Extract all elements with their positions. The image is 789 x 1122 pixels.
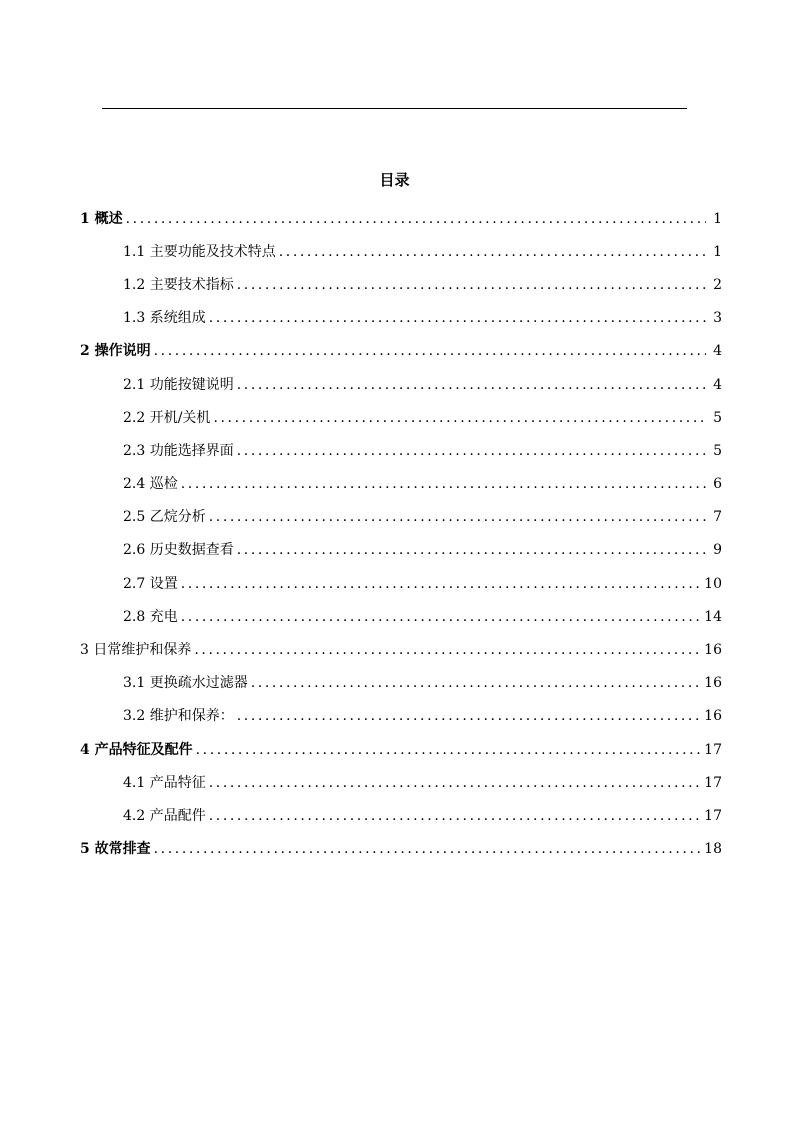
toc-entry-label: 3.1 更换疏水过滤器 <box>123 675 248 692</box>
toc-entry-label: 2.3 功能选择界面 <box>123 442 234 459</box>
toc-entry[interactable] <box>80 833 722 866</box>
toc-entry-page-number: 17 <box>704 807 722 824</box>
toc-entry[interactable] <box>80 501 722 534</box>
table-of-contents <box>80 202 722 866</box>
toc-entry-label: 1.2 主要技术指标 <box>123 276 234 293</box>
toc-leader-dots <box>237 375 706 395</box>
header-rule <box>102 108 687 109</box>
toc-entry[interactable] <box>80 700 722 733</box>
toc-leader-dots <box>181 607 700 627</box>
toc-entry[interactable] <box>80 733 722 766</box>
toc-entry[interactable] <box>80 799 722 832</box>
toc-leader-dots <box>237 540 706 560</box>
toc-leader-dots <box>237 706 700 726</box>
toc-leader-dots <box>237 275 706 295</box>
toc-entry-page-number: 6 <box>713 476 722 493</box>
toc-entry[interactable] <box>80 268 722 301</box>
toc-entry-page-number: 5 <box>713 409 722 426</box>
toc-entry[interactable] <box>80 667 722 700</box>
toc-leader-dots <box>126 209 706 229</box>
toc-entry-label: 2.8 充电 <box>123 608 178 625</box>
toc-entry-page-number: 4 <box>713 343 722 360</box>
toc-leader-dots <box>213 408 706 428</box>
toc-entry[interactable] <box>80 766 722 799</box>
toc-entry-label: 4.1 产品特征 <box>123 774 206 791</box>
toc-entry-label: 3.2 维护和保养： <box>123 708 234 725</box>
toc-entry[interactable] <box>80 202 722 235</box>
toc-entry-page-number: 16 <box>704 708 722 725</box>
toc-entry-page-number: 7 <box>713 509 722 526</box>
toc-entry[interactable] <box>80 302 722 335</box>
toc-entry-page-number: 14 <box>704 608 722 625</box>
toc-entry-label: 2.5 乙烷分析 <box>123 509 206 526</box>
toc-entry-label: 4 产品特征及配件 <box>80 741 193 758</box>
toc-leader-dots <box>237 441 706 461</box>
toc-entry-label: 2.4 巡检 <box>123 476 178 493</box>
toc-entry-page-number: 2 <box>713 276 722 293</box>
toc-entry-page-number: 17 <box>704 741 722 758</box>
toc-entry[interactable] <box>80 335 722 368</box>
toc-leader-dots <box>154 839 701 859</box>
toc-entry-page-number: 1 <box>713 243 722 260</box>
toc-entry-page-number: 16 <box>704 675 722 692</box>
toc-entry-page-number: 17 <box>704 774 722 791</box>
toc-leader-dots <box>209 507 706 527</box>
toc-entry-page-number: 4 <box>713 376 722 393</box>
toc-entry-label: 5 故常排查 <box>80 841 151 858</box>
toc-entry-page-number: 16 <box>704 642 722 659</box>
toc-entry-page-number: 3 <box>713 310 722 327</box>
toc-entry[interactable] <box>80 368 722 401</box>
toc-entry-label: 1.3 系统组成 <box>123 310 206 327</box>
toc-leader-dots <box>181 574 700 594</box>
toc-title: 目录 <box>379 171 410 189</box>
toc-entry-label: 2.2 开机/关机 <box>123 409 211 426</box>
toc-entry[interactable] <box>80 534 722 567</box>
toc-entry-page-number: 10 <box>704 575 722 592</box>
toc-leader-dots <box>209 773 700 793</box>
toc-entry-label: 2.7 设置 <box>123 575 178 592</box>
toc-leader-dots <box>251 673 700 693</box>
toc-leader-dots <box>181 474 706 494</box>
toc-entry[interactable] <box>80 600 722 633</box>
toc-leader-dots <box>209 308 706 328</box>
toc-entry[interactable] <box>80 468 722 501</box>
toc-entry-page-number: 1 <box>713 210 722 227</box>
toc-leader-dots <box>196 740 701 760</box>
toc-entry[interactable] <box>80 401 722 434</box>
toc-entry[interactable] <box>80 633 722 666</box>
toc-leader-dots <box>154 341 706 361</box>
toc-entry[interactable] <box>80 567 722 600</box>
toc-entry-page-number: 9 <box>713 542 722 559</box>
toc-entry-label: 4.2 产品配件 <box>123 807 206 824</box>
toc-entry-label: 2 操作说明 <box>80 343 151 360</box>
toc-entry-label: 3 日常维护和保养 <box>80 642 192 659</box>
toc-leader-dots <box>279 242 706 262</box>
toc-entry-label: 1 概述 <box>80 210 123 227</box>
toc-entry-label: 2.1 功能按键说明 <box>123 376 234 393</box>
toc-leader-dots <box>209 806 700 826</box>
toc-entry-label: 2.6 历史数据查看 <box>123 542 234 559</box>
toc-entry-page-number: 5 <box>713 442 722 459</box>
toc-leader-dots <box>194 640 700 660</box>
toc-entry-page-number: 18 <box>704 841 722 858</box>
toc-entry[interactable] <box>80 235 722 268</box>
toc-entry-label: 1.1 主要功能及技术特点 <box>123 243 276 260</box>
toc-entry[interactable] <box>80 434 722 467</box>
